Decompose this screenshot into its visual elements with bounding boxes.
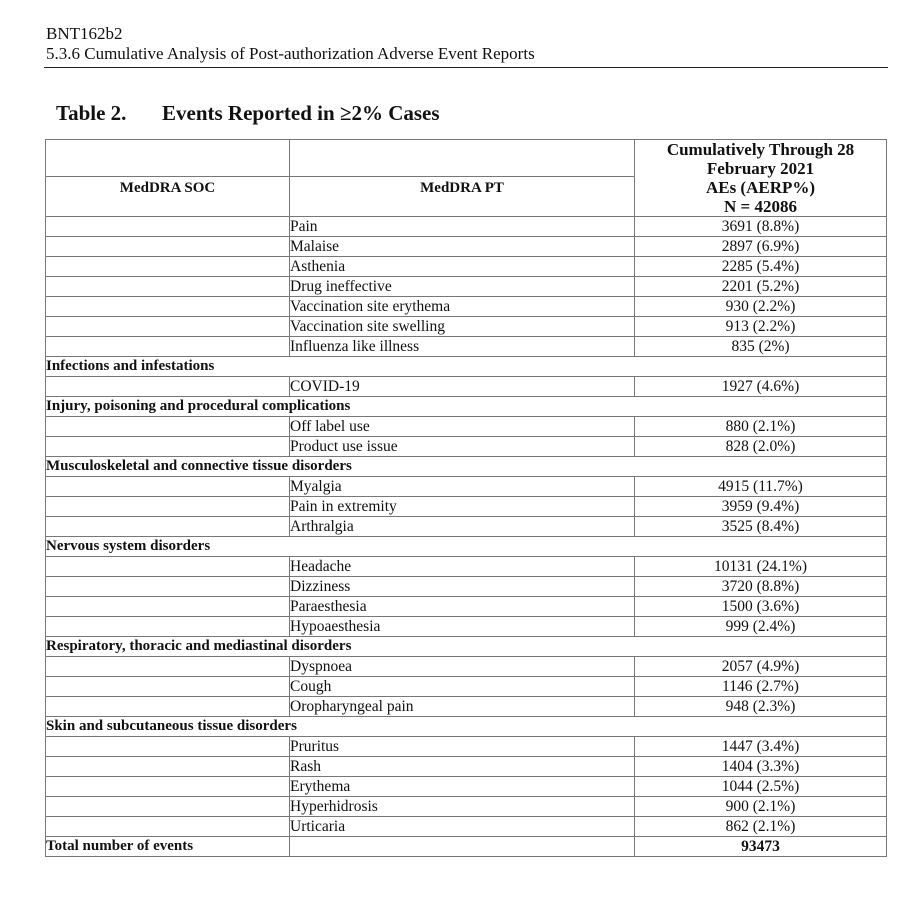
value-cell: 900 (2.1%) — [635, 797, 887, 817]
pt-cell: COVID-19 — [290, 377, 635, 397]
value-cell: 1044 (2.5%) — [635, 777, 887, 797]
pt-cell: Vaccination site swelling — [290, 317, 635, 337]
document-header — [46, 24, 888, 64]
soc-label: Skin and subcutaneous tissue disorders — [46, 717, 887, 737]
table-caption — [56, 101, 440, 126]
soc-cell-empty — [46, 557, 290, 577]
value-cell: 948 (2.3%) — [635, 697, 887, 717]
value-cell: 1927 (4.6%) — [635, 377, 887, 397]
soc-cell-empty — [46, 817, 290, 837]
soc-row — [46, 357, 887, 377]
pt-cell: Pruritus — [290, 737, 635, 757]
value-cell: 999 (2.4%) — [635, 617, 887, 637]
table-row — [46, 577, 887, 597]
value-cell: 3691 (8.8%) — [635, 217, 887, 237]
value-cell: 3959 (9.4%) — [635, 497, 887, 517]
value-cell: 913 (2.2%) — [635, 317, 887, 337]
table-row — [46, 517, 887, 537]
total-row — [46, 837, 887, 857]
header-pt-spacer — [290, 140, 635, 177]
soc-cell-empty — [46, 577, 290, 597]
value-cell: 835 (2%) — [635, 337, 887, 357]
soc-row — [46, 397, 887, 417]
value-cell: 10131 (24.1%) — [635, 557, 887, 577]
table-row — [46, 677, 887, 697]
pt-cell: Drug ineffective — [290, 277, 635, 297]
pt-cell: Off label use — [290, 417, 635, 437]
pt-cell: Influenza like illness — [290, 337, 635, 357]
product-name: BNT162b2 — [46, 24, 123, 43]
pt-cell: Oropharyngeal pain — [290, 697, 635, 717]
section-title: 5.3.6 Cumulative Analysis of Post-authorization Adverse Event Reports — [46, 44, 535, 63]
pt-cell: Paraesthesia — [290, 597, 635, 617]
table-row — [46, 737, 887, 757]
header-soc: MedDRA SOC — [46, 176, 290, 216]
soc-cell-empty — [46, 217, 290, 237]
pt-cell: Arthralgia — [290, 517, 635, 537]
header-cumulative-line3: AEs (AERP%) — [705, 178, 816, 197]
value-cell: 862 (2.1%) — [635, 817, 887, 837]
soc-row — [46, 637, 887, 657]
header-soc-spacer — [46, 140, 290, 177]
pt-cell: Hypoaesthesia — [290, 617, 635, 637]
table-row — [46, 597, 887, 617]
table-title: Events Reported in ≥2% Cases — [162, 101, 440, 125]
soc-cell-empty — [46, 317, 290, 337]
soc-label: Infections and infestations — [46, 357, 887, 377]
header-cumulative-line4: N = 42086 — [724, 197, 797, 216]
soc-cell-empty — [46, 677, 290, 697]
soc-cell-empty — [46, 337, 290, 357]
table-row — [46, 477, 887, 497]
table-row — [46, 657, 887, 677]
table-row — [46, 257, 887, 277]
soc-cell-empty — [46, 297, 290, 317]
soc-cell-empty — [46, 517, 290, 537]
soc-cell-empty — [46, 497, 290, 517]
table-row — [46, 697, 887, 717]
value-cell: 828 (2.0%) — [635, 437, 887, 457]
soc-cell-empty — [46, 257, 290, 277]
pt-cell: Dizziness — [290, 577, 635, 597]
soc-row — [46, 457, 887, 477]
table-row — [46, 797, 887, 817]
table-row — [46, 377, 887, 397]
pt-cell: Asthenia — [290, 257, 635, 277]
table-row — [46, 297, 887, 317]
table-row — [46, 217, 887, 237]
value-cell: 3525 (8.4%) — [635, 517, 887, 537]
soc-cell-empty — [46, 597, 290, 617]
soc-cell-empty — [46, 477, 290, 497]
pt-cell: Pain — [290, 217, 635, 237]
soc-row — [46, 537, 887, 557]
pt-cell: Pain in extremity — [290, 497, 635, 517]
total-pt-empty — [290, 837, 635, 857]
table-row — [46, 237, 887, 257]
soc-cell-empty — [46, 277, 290, 297]
value-cell: 4915 (11.7%) — [635, 477, 887, 497]
pt-cell: Rash — [290, 757, 635, 777]
value-cell: 2057 (4.9%) — [635, 657, 887, 677]
soc-cell-empty — [46, 737, 290, 757]
table-row — [46, 317, 887, 337]
table-body — [46, 217, 887, 857]
soc-cell-empty — [46, 617, 290, 637]
soc-label: Nervous system disorders — [46, 537, 887, 557]
table-row — [46, 817, 887, 837]
soc-cell-empty — [46, 697, 290, 717]
pt-cell: Cough — [290, 677, 635, 697]
pt-cell: Product use issue — [290, 437, 635, 457]
header-pt: MedDRA PT — [290, 176, 635, 216]
pt-cell: Hyperhidrosis — [290, 797, 635, 817]
table-row — [46, 497, 887, 517]
soc-cell-empty — [46, 657, 290, 677]
total-value: 93473 — [635, 837, 887, 857]
table-row — [46, 417, 887, 437]
table-row — [46, 557, 887, 577]
table-row — [46, 337, 887, 357]
value-cell: 3720 (8.8%) — [635, 577, 887, 597]
soc-label: Injury, poisoning and procedural complications — [46, 397, 887, 417]
table-row — [46, 437, 887, 457]
table-row — [46, 777, 887, 797]
pt-cell: Erythema — [290, 777, 635, 797]
soc-cell-empty — [46, 437, 290, 457]
soc-cell-empty — [46, 757, 290, 777]
header-cumulative-line2: February 2021 — [706, 159, 815, 178]
soc-cell-empty — [46, 237, 290, 257]
soc-cell-empty — [46, 797, 290, 817]
value-cell: 1404 (3.3%) — [635, 757, 887, 777]
value-cell: 2285 (5.4%) — [635, 257, 887, 277]
soc-label: Musculoskeletal and connective tissue disorders — [46, 457, 887, 477]
value-cell: 1500 (3.6%) — [635, 597, 887, 617]
soc-cell-empty — [46, 377, 290, 397]
total-label: Total number of events — [46, 837, 290, 857]
table-row — [46, 617, 887, 637]
soc-cell-empty — [46, 417, 290, 437]
pt-cell: Headache — [290, 557, 635, 577]
value-cell: 1146 (2.7%) — [635, 677, 887, 697]
value-cell: 880 (2.1%) — [635, 417, 887, 437]
header-rule — [44, 67, 888, 68]
soc-row — [46, 717, 887, 737]
table-number: Table 2. — [56, 101, 127, 125]
value-cell: 930 (2.2%) — [635, 297, 887, 317]
table-row — [46, 277, 887, 297]
soc-cell-empty — [46, 777, 290, 797]
table-row — [46, 757, 887, 777]
value-cell: 2201 (5.2%) — [635, 277, 887, 297]
header-cumulative-line1: Cumulatively Through 28 — [666, 140, 855, 159]
pt-cell: Myalgia — [290, 477, 635, 497]
header-cumulative — [635, 140, 887, 217]
pt-cell: Dyspnoea — [290, 657, 635, 677]
table-header-row — [46, 140, 887, 177]
pt-cell: Urticaria — [290, 817, 635, 837]
pt-cell: Malaise — [290, 237, 635, 257]
soc-label: Respiratory, thoracic and mediastinal disorders — [46, 637, 887, 657]
value-cell: 1447 (3.4%) — [635, 737, 887, 757]
pt-cell: Vaccination site erythema — [290, 297, 635, 317]
adverse-events-table — [45, 139, 887, 857]
value-cell: 2897 (6.9%) — [635, 237, 887, 257]
